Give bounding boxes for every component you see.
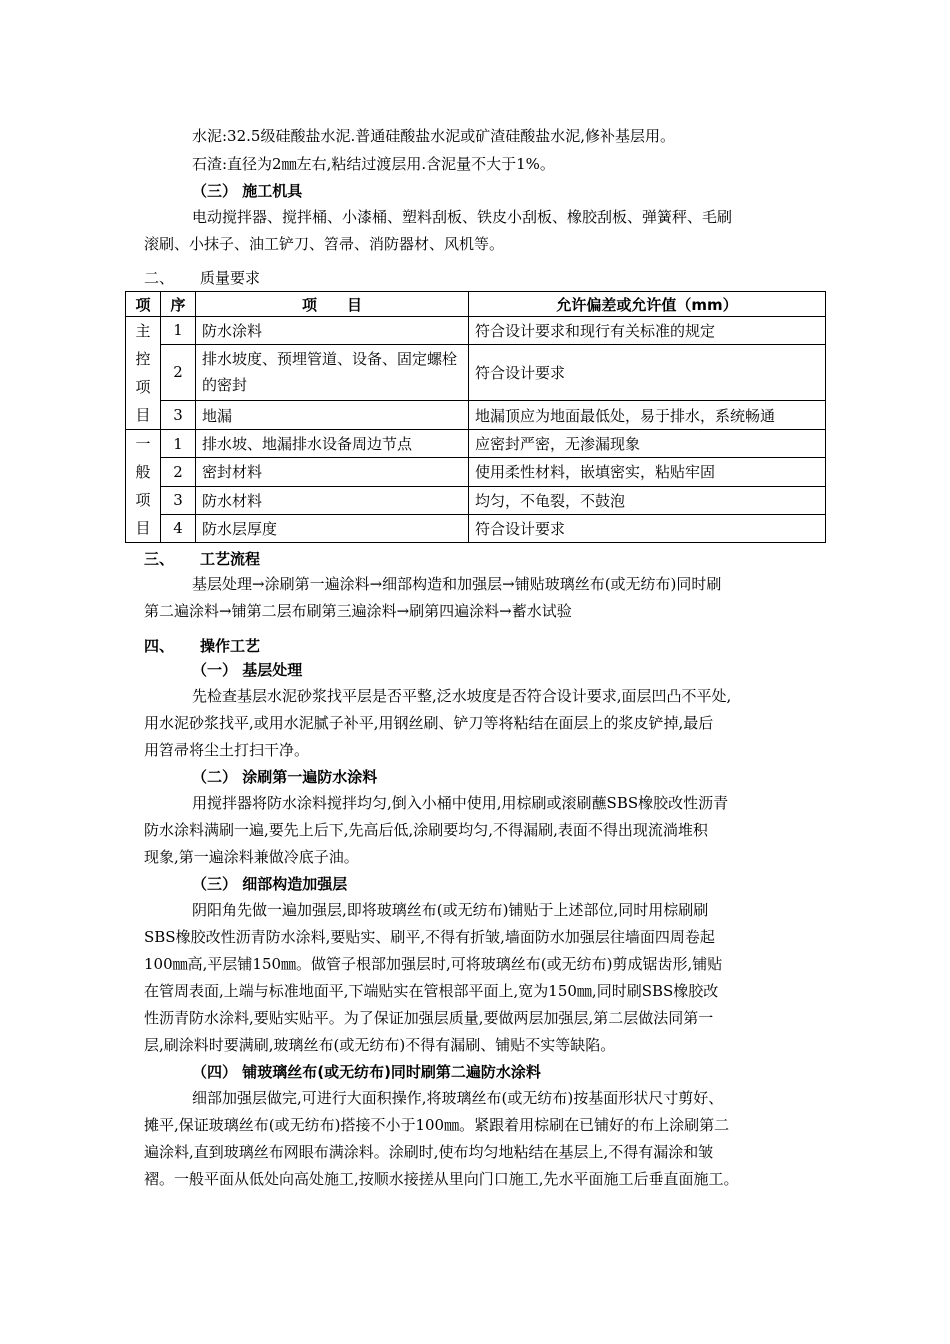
main-category-label: 主控项目 bbox=[135, 322, 151, 424]
row-value: 符合设计要求 bbox=[469, 514, 826, 542]
paragraph-line: 细部加强层做完,可进行大面积操作,将玻璃丝布(或无纺布)按基面形状尺寸剪好、 bbox=[192, 1089, 724, 1107]
operation-section-number: 四、 bbox=[144, 637, 175, 655]
quality-table bbox=[125, 291, 826, 543]
stone-line: 石渣:直径为2㎜左右,粘结过渡层用.含泥量不大于1%。 bbox=[192, 155, 555, 173]
row-item: 排水坡、地漏排水设备周边节点 bbox=[196, 430, 469, 458]
paragraph-line: 摊平,保证玻璃丝布(或无纺布)搭接不小于100㎜。紧跟着用棕刷在已铺好的布上涂刷第二 bbox=[144, 1116, 730, 1134]
general-category-cell bbox=[126, 430, 161, 543]
quality-section-title: 质量要求 bbox=[200, 269, 261, 287]
row-number: 4 bbox=[161, 514, 196, 542]
header-number: 序 bbox=[161, 292, 196, 317]
paragraph-line: SBS橡胶改性沥青防水涂料,要贴实、刷平,不得有折皱,墙面防水加强层往墙面四周卷起 bbox=[144, 928, 715, 946]
general-category-label: 一般项目 bbox=[135, 435, 151, 537]
row-value: 符合设计要求 bbox=[469, 344, 826, 401]
header-tolerance: 允许偏差或允许值（mm） bbox=[469, 292, 826, 317]
row-value: 使用柔性材料，嵌填密实，粘贴牢固 bbox=[469, 458, 826, 486]
cement-line: 水泥:32.5级硅酸盐水泥.普通硅酸盐水泥或矿渣硅酸盐水泥,修补基层用。 bbox=[192, 127, 675, 145]
row-value: 地漏顶应为地面最低处，易于排水，系统畅通 bbox=[469, 401, 826, 430]
row-number: 1 bbox=[161, 430, 196, 458]
header-category: 项 bbox=[126, 292, 161, 317]
process-section-title: 工艺流程 bbox=[200, 550, 261, 568]
row-value: 均匀，不龟裂，不鼓泡 bbox=[469, 486, 826, 514]
row-number: 3 bbox=[161, 401, 196, 430]
subsection-1-heading: （一） 基层处理 bbox=[192, 661, 303, 679]
main-category-cell bbox=[126, 317, 161, 430]
paragraph-line: 用搅拌器将防水涂料搅拌均匀,倒入小桶中使用,用棕刷或滚刷蘸SBS橡胶改性沥青 bbox=[192, 794, 729, 812]
row-item: 防水层厚度 bbox=[196, 514, 469, 542]
subsection-2-heading: （二） 涂刷第一遍防水涂料 bbox=[192, 768, 378, 786]
row-item: 密封材料 bbox=[196, 458, 469, 486]
row-value: 应密封严密，无渗漏现象 bbox=[469, 430, 826, 458]
operation-section-title: 操作工艺 bbox=[200, 637, 261, 655]
row-number: 1 bbox=[161, 317, 196, 345]
table-row bbox=[126, 317, 826, 345]
table-header-row bbox=[126, 292, 826, 317]
tools-heading: （三） 施工机具 bbox=[192, 182, 303, 200]
row-number: 2 bbox=[161, 344, 196, 401]
row-item: 排水坡度、预埋管道、设备、固定螺栓的密封 bbox=[196, 344, 469, 401]
subsection-3-heading: （三） 细部构造加强层 bbox=[192, 875, 348, 893]
row-item: 防水材料 bbox=[196, 486, 469, 514]
row-item: 地漏 bbox=[196, 401, 469, 430]
row-number: 2 bbox=[161, 458, 196, 486]
tools-line-1: 电动搅拌器、搅拌桶、小漆桶、塑料刮板、铁皮小刮板、橡胶刮板、弹簧秤、毛刷 bbox=[192, 208, 733, 226]
table-row bbox=[126, 486, 826, 514]
paragraph-line: 性沥青防水涂料,要贴实贴平。为了保证加强层质量,要做两层加强层,第二层做法同第一 bbox=[144, 1009, 714, 1027]
header-item: 项 目 bbox=[196, 292, 469, 317]
process-section-number: 三、 bbox=[144, 550, 175, 568]
paragraph-line: 100㎜高,平层铺150㎜。做管子根部加强层时,可将玻璃丝布(或无纺布)剪成锯齿形,铺贴 bbox=[144, 955, 723, 973]
quality-section-number: 二、 bbox=[144, 269, 175, 287]
row-value: 符合设计要求和现行有关标准的规定 bbox=[469, 317, 826, 345]
process-line-1: 基层处理→涂刷第一遍涂料→细部构造和加强层→铺贴玻璃丝布(或无纺布)同时刷 bbox=[192, 575, 722, 593]
paragraph-line: 阴阳角先做一遍加强层,即将玻璃丝布(或无纺布)铺贴于上述部位,同时用棕刷刷 bbox=[192, 901, 709, 919]
paragraph-line: 先检查基层水泥砂浆找平层是否平整,泛水坡度是否符合设计要求,面层凹凸不平处, bbox=[192, 687, 732, 705]
row-item: 防水涂料 bbox=[196, 317, 469, 345]
paragraph-line: 现象,第一遍涂料兼做冷底子油。 bbox=[144, 848, 359, 866]
tools-line-2: 滚刷、小抹子、油工铲刀、笤帚、消防器材、风机等。 bbox=[144, 235, 505, 253]
paragraph-line: 在管周表面,上端与标准地面平,下端贴实在管根部平面上,宽为150㎜,同时刷SBS橡胶改 bbox=[144, 982, 719, 1000]
table-row bbox=[126, 344, 826, 401]
paragraph-line: 用水泥砂浆找平,或用水泥腻子补平,用钢丝刷、铲刀等将粘结在面层上的浆皮铲掉,最后 bbox=[144, 714, 714, 732]
subsection-4-heading: （四） 铺玻璃丝布(或无纺布)同时刷第二遍防水涂料 bbox=[192, 1063, 541, 1081]
paragraph-line: 防水涂料满刷一遍,要先上后下,先高后低,涂刷要均匀,不得漏刷,表面不得出现流淌堆积 bbox=[144, 821, 708, 839]
table-row bbox=[126, 430, 826, 458]
paragraph-line: 褶。一般平面从低处向高处施工,按顺水接搓从里向门口施工,先水平面施工后垂直面施工。 bbox=[144, 1170, 739, 1188]
paragraph-line: 层,刷涂料时要满刷,玻璃丝布(或无纺布)不得有漏刷、铺贴不实等缺陷。 bbox=[144, 1036, 616, 1054]
table-row bbox=[126, 458, 826, 486]
paragraph-line: 用笤帚将尘土打扫干净。 bbox=[144, 741, 310, 759]
row-number: 3 bbox=[161, 486, 196, 514]
table-row bbox=[126, 514, 826, 542]
table-row bbox=[126, 401, 826, 430]
paragraph-line: 遍涂料,直到玻璃丝布网眼布满涂料。涂刷时,使布均匀地粘结在基层上,不得有漏涂和皱 bbox=[144, 1143, 714, 1161]
process-line-2: 第二遍涂料→铺第二层布刷第三遍涂料→刷第四遍涂料→蓄水试验 bbox=[144, 602, 572, 620]
